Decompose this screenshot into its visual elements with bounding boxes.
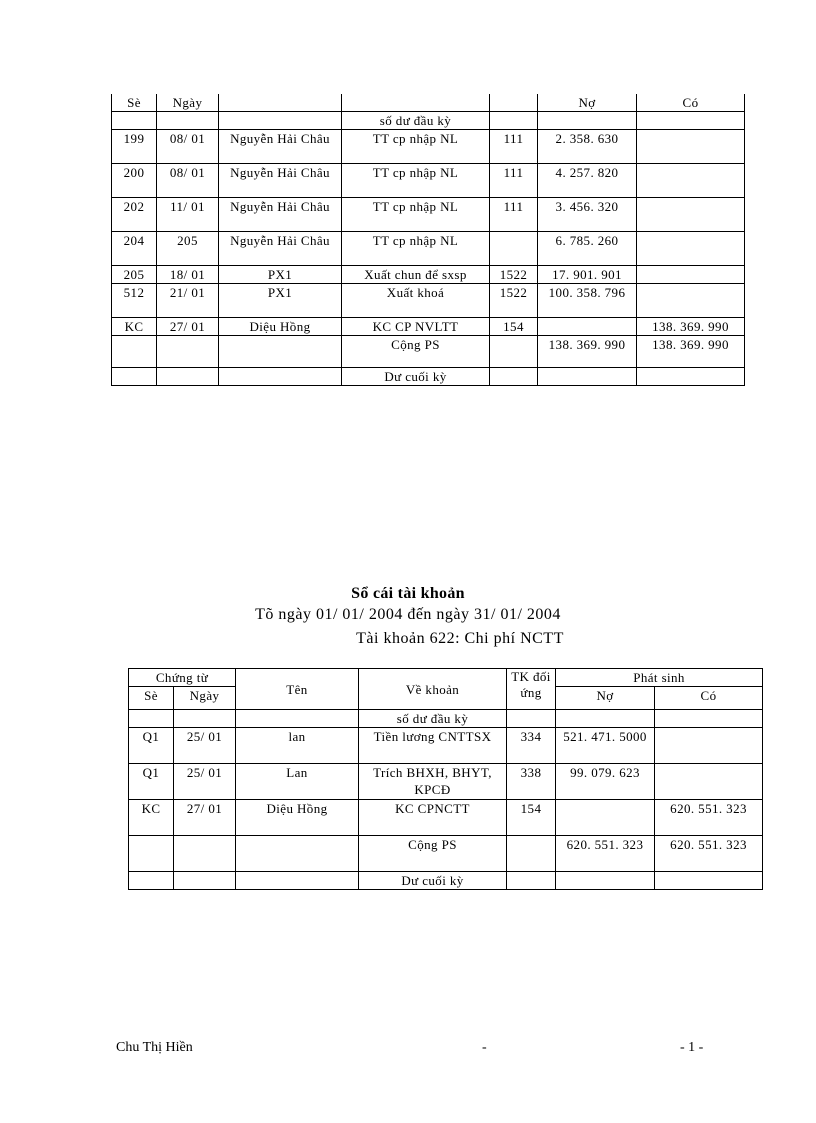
table-row xyxy=(112,266,745,284)
header-cell xyxy=(342,94,490,112)
cell xyxy=(637,232,745,266)
cell: 3. 456. 320 xyxy=(538,198,637,232)
table-row xyxy=(112,232,745,266)
table-row xyxy=(112,198,745,232)
cell: TT cp nhập NL xyxy=(342,164,490,198)
header-cell xyxy=(219,94,342,112)
closing-balance-label: Dư cuối kỳ xyxy=(359,872,507,890)
cell: 111 xyxy=(490,164,538,198)
table-row xyxy=(129,800,763,836)
header-so: Sè xyxy=(129,687,174,710)
total-credit: 138. 369. 990 xyxy=(637,336,745,368)
cell: Xuất chun để sxsp xyxy=(342,266,490,284)
header-ten: Tên xyxy=(236,669,359,710)
footer-separator: - xyxy=(482,1040,487,1055)
cell: Diệu Hồng xyxy=(236,800,359,836)
header-co: Có xyxy=(655,687,763,710)
header-cell: Sè xyxy=(112,94,157,112)
cell: 138. 369. 990 xyxy=(637,318,745,336)
table-row xyxy=(112,318,745,336)
ledger-account: Tài khoản 622: Chi phí NCTT xyxy=(356,630,564,647)
cell: 512 xyxy=(112,284,157,318)
closing-balance-row xyxy=(112,368,745,386)
header-cell: Ngày xyxy=(157,94,219,112)
cell: 1522 xyxy=(490,266,538,284)
cell xyxy=(637,164,745,198)
cell: 2. 358. 630 xyxy=(538,130,637,164)
total-credit: 620. 551. 323 xyxy=(655,836,763,872)
cell: 27/ 01 xyxy=(174,800,236,836)
table-row xyxy=(129,764,763,800)
closing-balance-label: Dư cuối kỳ xyxy=(342,368,490,386)
cell: 08/ 01 xyxy=(157,130,219,164)
total-debit: 138. 369. 990 xyxy=(538,336,637,368)
cell: KC xyxy=(112,318,157,336)
opening-balance-row xyxy=(129,710,763,728)
cell: 100. 358. 796 xyxy=(538,284,637,318)
cell xyxy=(637,130,745,164)
header-no: Nợ xyxy=(556,687,655,710)
cell: 17. 901. 901 xyxy=(538,266,637,284)
header-phat-sinh: Phát sinh xyxy=(556,669,763,687)
closing-balance-row xyxy=(129,872,763,890)
cell: lan xyxy=(236,728,359,764)
cell: 111 xyxy=(490,130,538,164)
cell: 111 xyxy=(490,198,538,232)
cell: 6. 785. 260 xyxy=(538,232,637,266)
cell: 338 xyxy=(507,764,556,800)
ledger-table-622 xyxy=(128,668,763,890)
cell: 08/ 01 xyxy=(157,164,219,198)
ledger-period: Tõ ngày 01/ 01/ 2004 đến ngày 31/ 01/ 2004 xyxy=(255,606,561,623)
page-number: - 1 - xyxy=(680,1040,704,1055)
cell: Lan xyxy=(236,764,359,800)
opening-balance-label: số dư đầu kỳ xyxy=(342,112,490,130)
table-header-row xyxy=(112,94,745,112)
cell: TT cp nhập NL xyxy=(342,232,490,266)
cell: Nguyễn Hải Châu xyxy=(219,232,342,266)
header-ngay: Ngày xyxy=(174,687,236,710)
cell: 25/ 01 xyxy=(174,764,236,800)
cell xyxy=(637,198,745,232)
cell: Q1 xyxy=(129,728,174,764)
cell: 27/ 01 xyxy=(157,318,219,336)
table-row xyxy=(129,728,763,764)
table-row xyxy=(112,164,745,198)
header-ve-khoan: Về khoản xyxy=(359,669,507,710)
header-tk-doi-ung: TK đối ứng xyxy=(507,669,556,710)
opening-balance-row xyxy=(112,112,745,130)
footer-author: Chu Thị Hiền xyxy=(116,1040,193,1055)
total-row xyxy=(112,336,745,368)
cell xyxy=(556,800,655,836)
cell: Xuất khoá xyxy=(342,284,490,318)
cell: 205 xyxy=(157,232,219,266)
cell: TT cp nhập NL xyxy=(342,198,490,232)
table-header-row xyxy=(129,669,763,687)
cell: KC CP NVLTT xyxy=(342,318,490,336)
cell: 202 xyxy=(112,198,157,232)
cell: Nguyễn Hải Châu xyxy=(219,130,342,164)
cell: KC CPNCTT xyxy=(359,800,507,836)
total-debit: 620. 551. 323 xyxy=(556,836,655,872)
table-row xyxy=(112,284,745,318)
cell xyxy=(490,232,538,266)
ledger-table-continued xyxy=(111,94,745,386)
header-cell: Có xyxy=(637,94,745,112)
cell: 25/ 01 xyxy=(174,728,236,764)
total-row xyxy=(129,836,763,872)
cell: TT cp nhập NL xyxy=(342,130,490,164)
cell: PX1 xyxy=(219,266,342,284)
total-label: Cộng PS xyxy=(342,336,490,368)
cell xyxy=(655,728,763,764)
cell xyxy=(637,284,745,318)
cell: 199 xyxy=(112,130,157,164)
cell: 21/ 01 xyxy=(157,284,219,318)
cell: 620. 551. 323 xyxy=(655,800,763,836)
cell: 1522 xyxy=(490,284,538,318)
cell: Trích BHXH, BHYT, KPCĐ xyxy=(359,764,507,800)
cell xyxy=(637,266,745,284)
cell: Diệu Hồng xyxy=(219,318,342,336)
cell: 200 xyxy=(112,164,157,198)
ledger-title: Sổ cái tài khoản xyxy=(351,585,465,602)
header-cell xyxy=(490,94,538,112)
cell: KC xyxy=(129,800,174,836)
cell: 4. 257. 820 xyxy=(538,164,637,198)
cell: 154 xyxy=(507,800,556,836)
cell: PX1 xyxy=(219,284,342,318)
cell: Tiền lương CNTTSX xyxy=(359,728,507,764)
cell: 154 xyxy=(490,318,538,336)
header-cell: Nợ xyxy=(538,94,637,112)
header-chung-tu: Chứng từ xyxy=(129,669,236,687)
cell: 99. 079. 623 xyxy=(556,764,655,800)
total-label: Cộng PS xyxy=(359,836,507,872)
table-row xyxy=(112,130,745,164)
cell: 18/ 01 xyxy=(157,266,219,284)
cell xyxy=(538,318,637,336)
cell: 205 xyxy=(112,266,157,284)
opening-balance-label: số dư đầu kỳ xyxy=(359,710,507,728)
cell: Q1 xyxy=(129,764,174,800)
cell xyxy=(655,764,763,800)
cell: 204 xyxy=(112,232,157,266)
cell: Nguyễn Hải Châu xyxy=(219,198,342,232)
cell: 11/ 01 xyxy=(157,198,219,232)
cell: 334 xyxy=(507,728,556,764)
cell: Nguyễn Hải Châu xyxy=(219,164,342,198)
cell: 521. 471. 5000 xyxy=(556,728,655,764)
